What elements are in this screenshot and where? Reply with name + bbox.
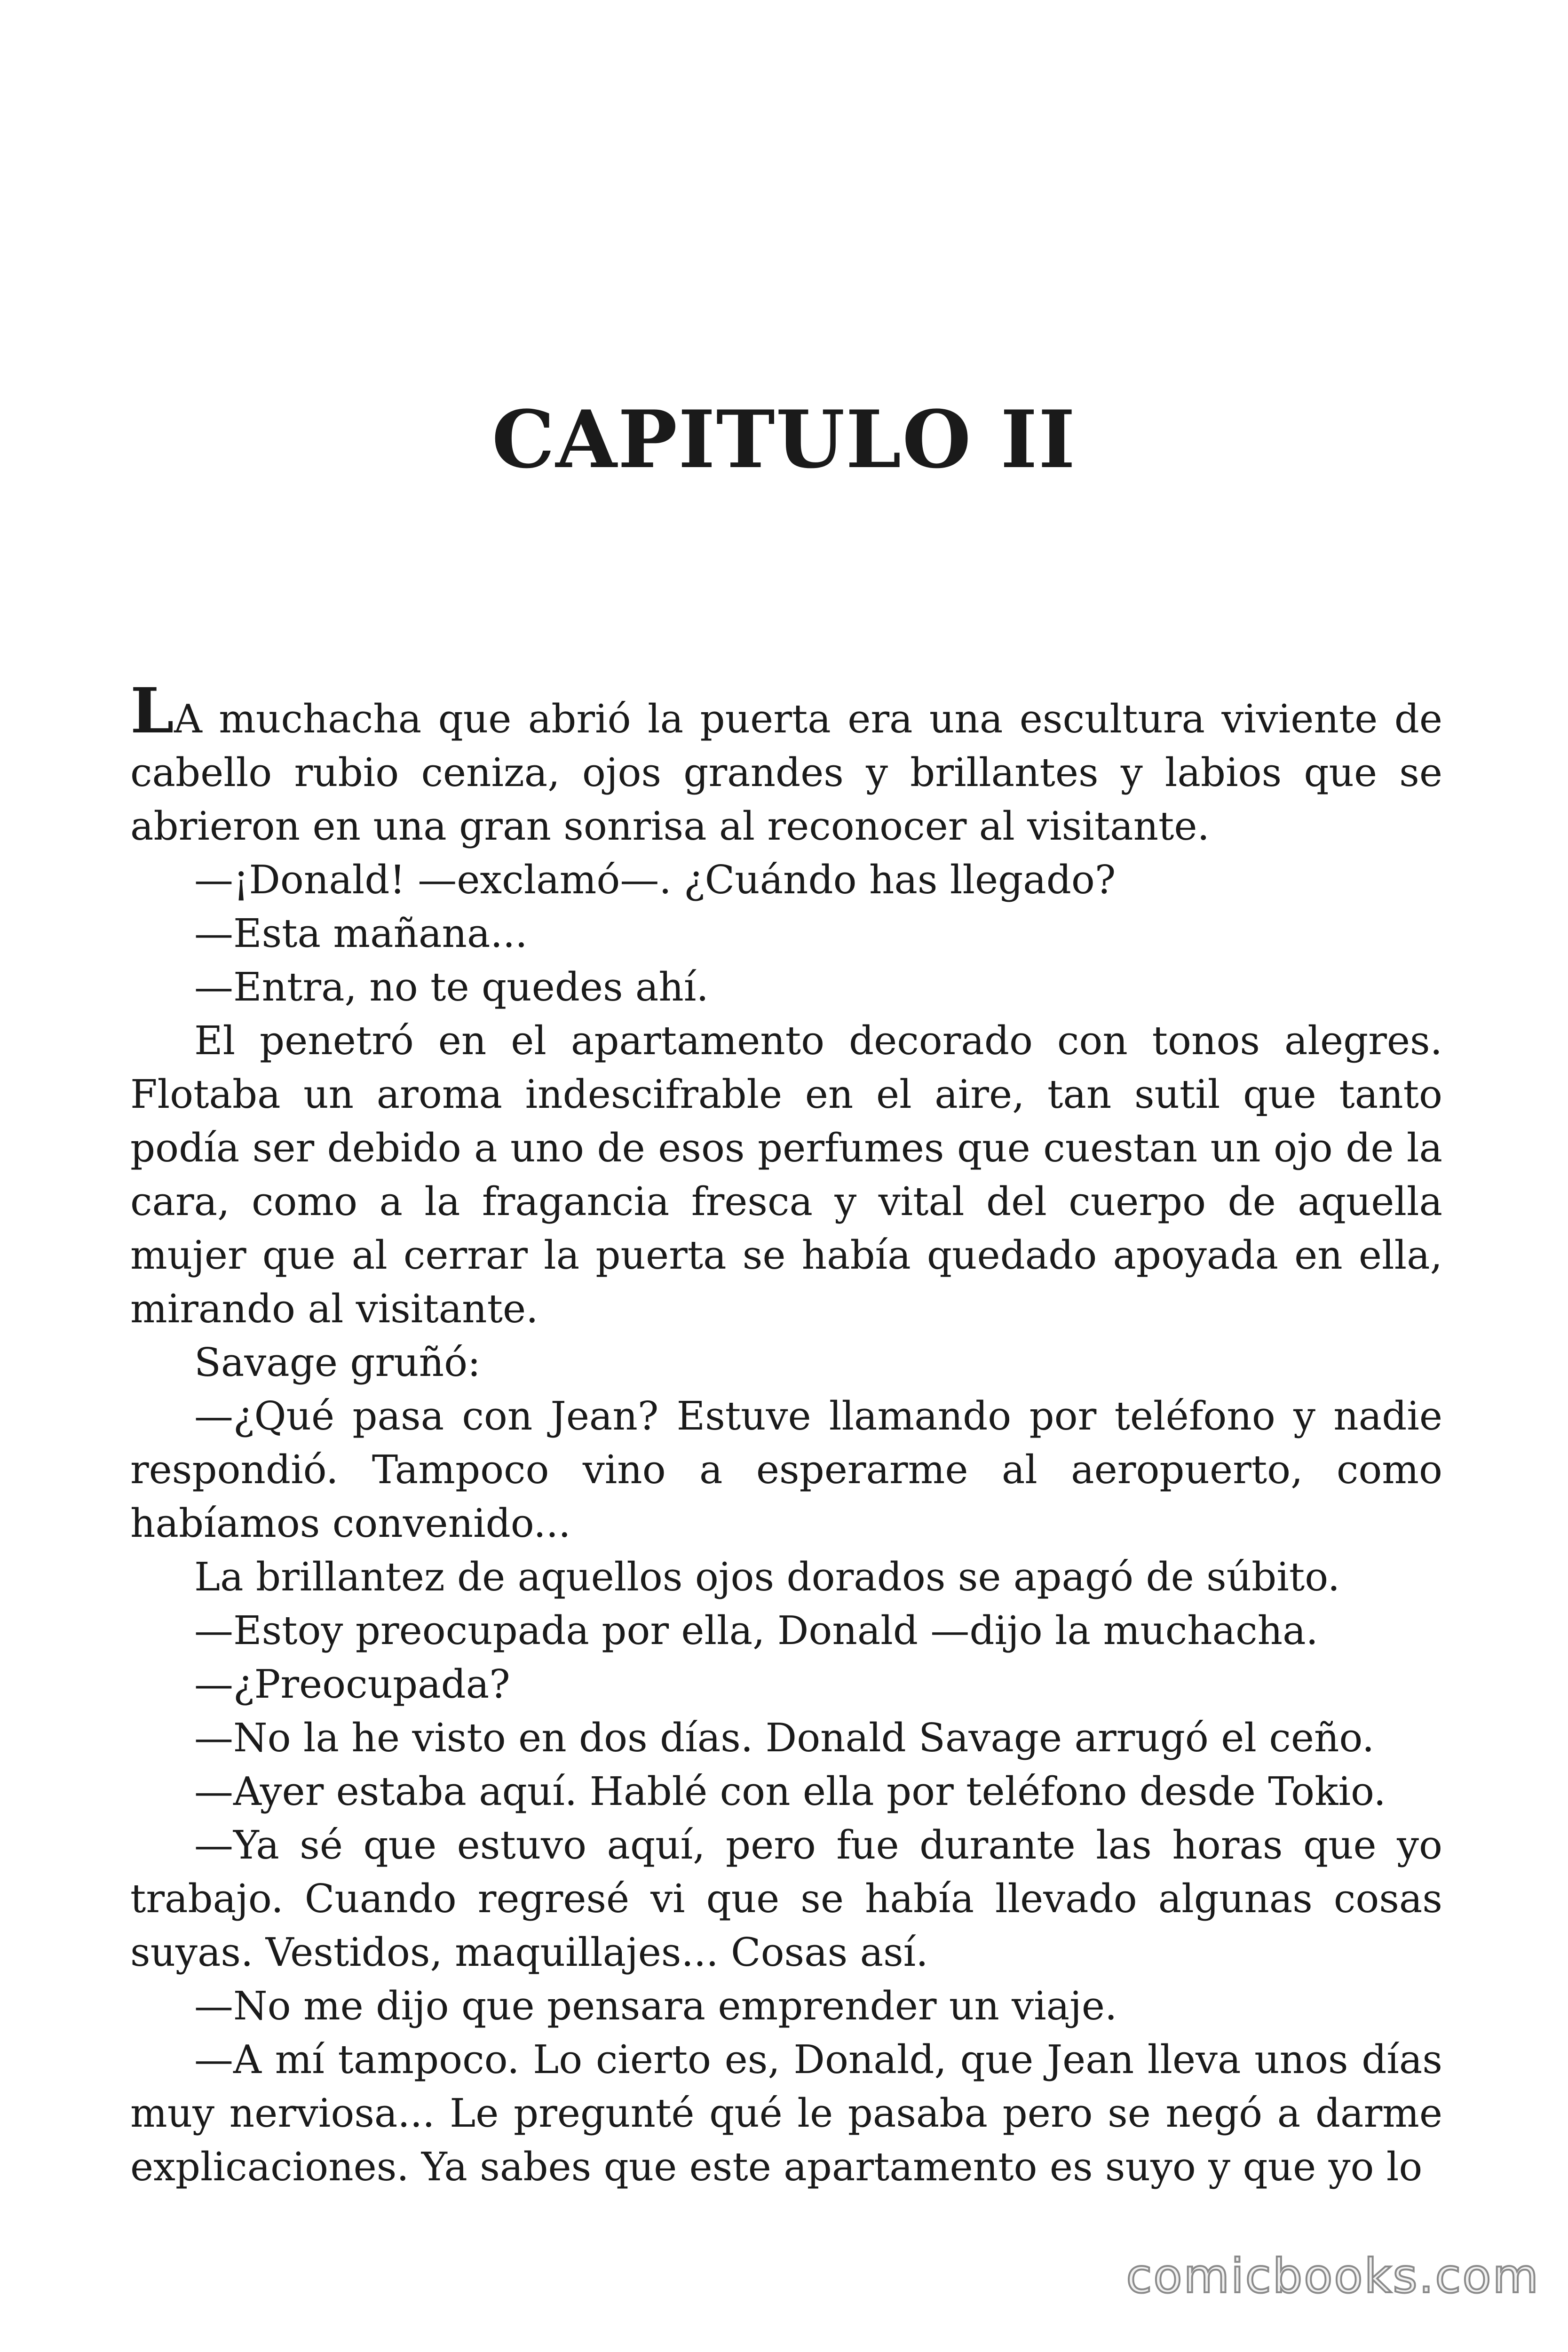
paragraph: —Ya sé que estuvo aquí, pero fue durante las horas que yo trabajo. Cuando regresé vi que se había llevado algunas cosas suyas. Vestidos, maquillajes... Cosas así. [130, 1822, 1442, 1975]
opening-paragraph [130, 675, 1442, 853]
chapter-body [130, 675, 1442, 2194]
paragraph: —¿Qué pasa con Jean? Estuve llamando por teléfono y nadie respondió. Tampoco vino a esperarme al aeropuerto, como habíamos convenido... [130, 1393, 1442, 1546]
paragraph: Savage gruñó: [194, 1340, 481, 1385]
paragraph: —No la he visto en dos días. Donald Savage arrugó el ceño. [194, 1715, 1375, 1761]
paragraph: —No me dijo que pensara emprender un viaje. [194, 1983, 1117, 2029]
paragraph: —¡Donald! —exclamó—. ¿Cuándo has llegado? [194, 857, 1116, 903]
paragraph: —¿Preocupada? [194, 1661, 510, 1707]
opening-paragraph-text: muchacha que abrió la puerta era una escultura viviente de cabello rubio ceniza, ojos grandes y brillantes y labios que se abrieron en una gran sonrisa al reconocer al visitante. [130, 696, 1442, 849]
paragraph: —Ayer estaba aquí. Hablé con ella por teléfono desde Tokio. [194, 1769, 1386, 1814]
watermark: comicbooks.com [1126, 2249, 1540, 2304]
drop-cap: L [130, 675, 174, 747]
paragraph: El penetró en el apartamento decorado con tonos alegres. Flotaba un aroma indescifrable en el aire, tan sutil que tanto podía ser debido a uno de esos perfumes que cuestan un ojo de la cara, como a la fragancia fresca y vital del cuerpo de aquella mujer que al cerrar la puerta se había quedado apoyada en ella, mirando al visitante. [130, 1018, 1442, 1332]
paragraph: —Estoy preocupada por ella, Donald —dijo la muchacha. [194, 1608, 1318, 1653]
small-cap: A [174, 696, 202, 742]
chapter-title: CAPITULO II [491, 393, 1077, 486]
paragraph: —Esta mañana... [194, 911, 528, 956]
paragraph: —A mí tampoco. Lo cierto es, Donald, que Jean lleva unos días muy nerviosa... Le pregunté qué le pasaba pero se negó a darme explicaciones. Ya sabes que este apartamento es suyo y que yo lo [130, 2037, 1442, 2190]
paragraph: La brillantez de aquellos ojos dorados se apagó de súbito. [194, 1554, 1340, 1600]
paragraph: —Entra, no te quedes ahí. [194, 964, 709, 1010]
